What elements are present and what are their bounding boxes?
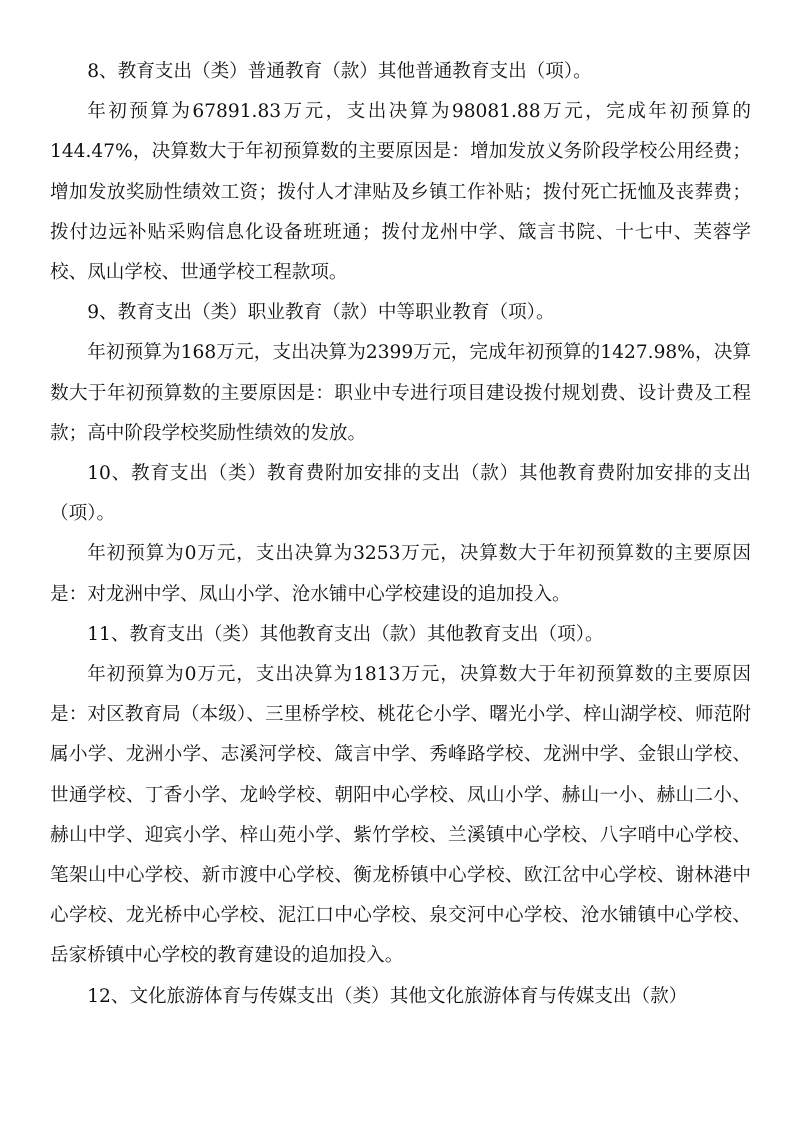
section-heading-9: 9、教育支出（类）职业教育（款）中等职业教育（项）。	[87, 302, 555, 324]
section-heading-8: 8、教育支出（类）普通教育（款）其他普通教育支出（项）。	[87, 61, 592, 82]
section-body-8: 年初预算为67891.83万元，支出决算为98081.88万元，完成年初预算的144.47%，决算数大于年初预算数的主要原因是：增加发放义务阶段学校公用经费；增加发放奖励性绩效工资；拨付人才津贴及乡镇工作补贴；拨付死亡抚恤及丧葬费；拨付边远补贴采购信息化设备班班通；拨付龙州中学、箴言书院、十七中、芙蓉学校、凤山学校、世通学校工程款项。	[50, 101, 751, 284]
section-heading-10: 10、教育支出（类）教育费附加安排的支出（款）其他教育费附加安排的支出（项）。	[50, 463, 751, 525]
section-heading-11: 11、教育支出（类）其他教育支出（款）其他教育支出（项）。	[87, 623, 604, 645]
section-body-11: 年初预算为0万元，支出决算为1813万元，决算数大于年初预算数的主要原因是：对区教育局（本级）、三里桥学校、桃花仑小学、曙光小学、梓山湖学校、师范附属小学、龙洲小学、志溪河学校、箴言中学、秀峰路学校、龙洲中学、金银山学校、世通学校、丁香小学、龙岭学校、朝阳中心学校、凤山小学、赫山一小、赫山二小、赫山中学、迎宾小学、梓山苑小学、紫竹学校、兰溪镇中心学校、八字哨中心学校、笔架山中心学校、新市渡中心学校、衡龙桥镇中心学校、欧江岔中心学校、谢林港中心学校、龙光桥中心学校、泥江口中心学校、泉交河中心学校、沧水铺镇中心学校、岳家桥镇中心学校的教育建设的追加投入。	[50, 664, 751, 967]
section-heading-12: 12、文化旅游体育与传媒支出（类）其他文化旅游体育与传媒支出（款）	[87, 985, 688, 1007]
section-body-10: 年初预算为0万元，支出决算为3253万元，决算数大于年初预算数的主要原因是：对龙洲中学、凤山小学、沧水铺中心学校建设的追加投入。	[50, 543, 751, 605]
section-body-9: 年初预算为168万元，支出决算为2399万元，完成年初预算的1427.98%，决算数大于年初预算数的主要原因是：职业中专进行项目建设拨付规划费、设计费及工程款；高中阶段学校奖励性绩效的发放。	[50, 342, 751, 444]
